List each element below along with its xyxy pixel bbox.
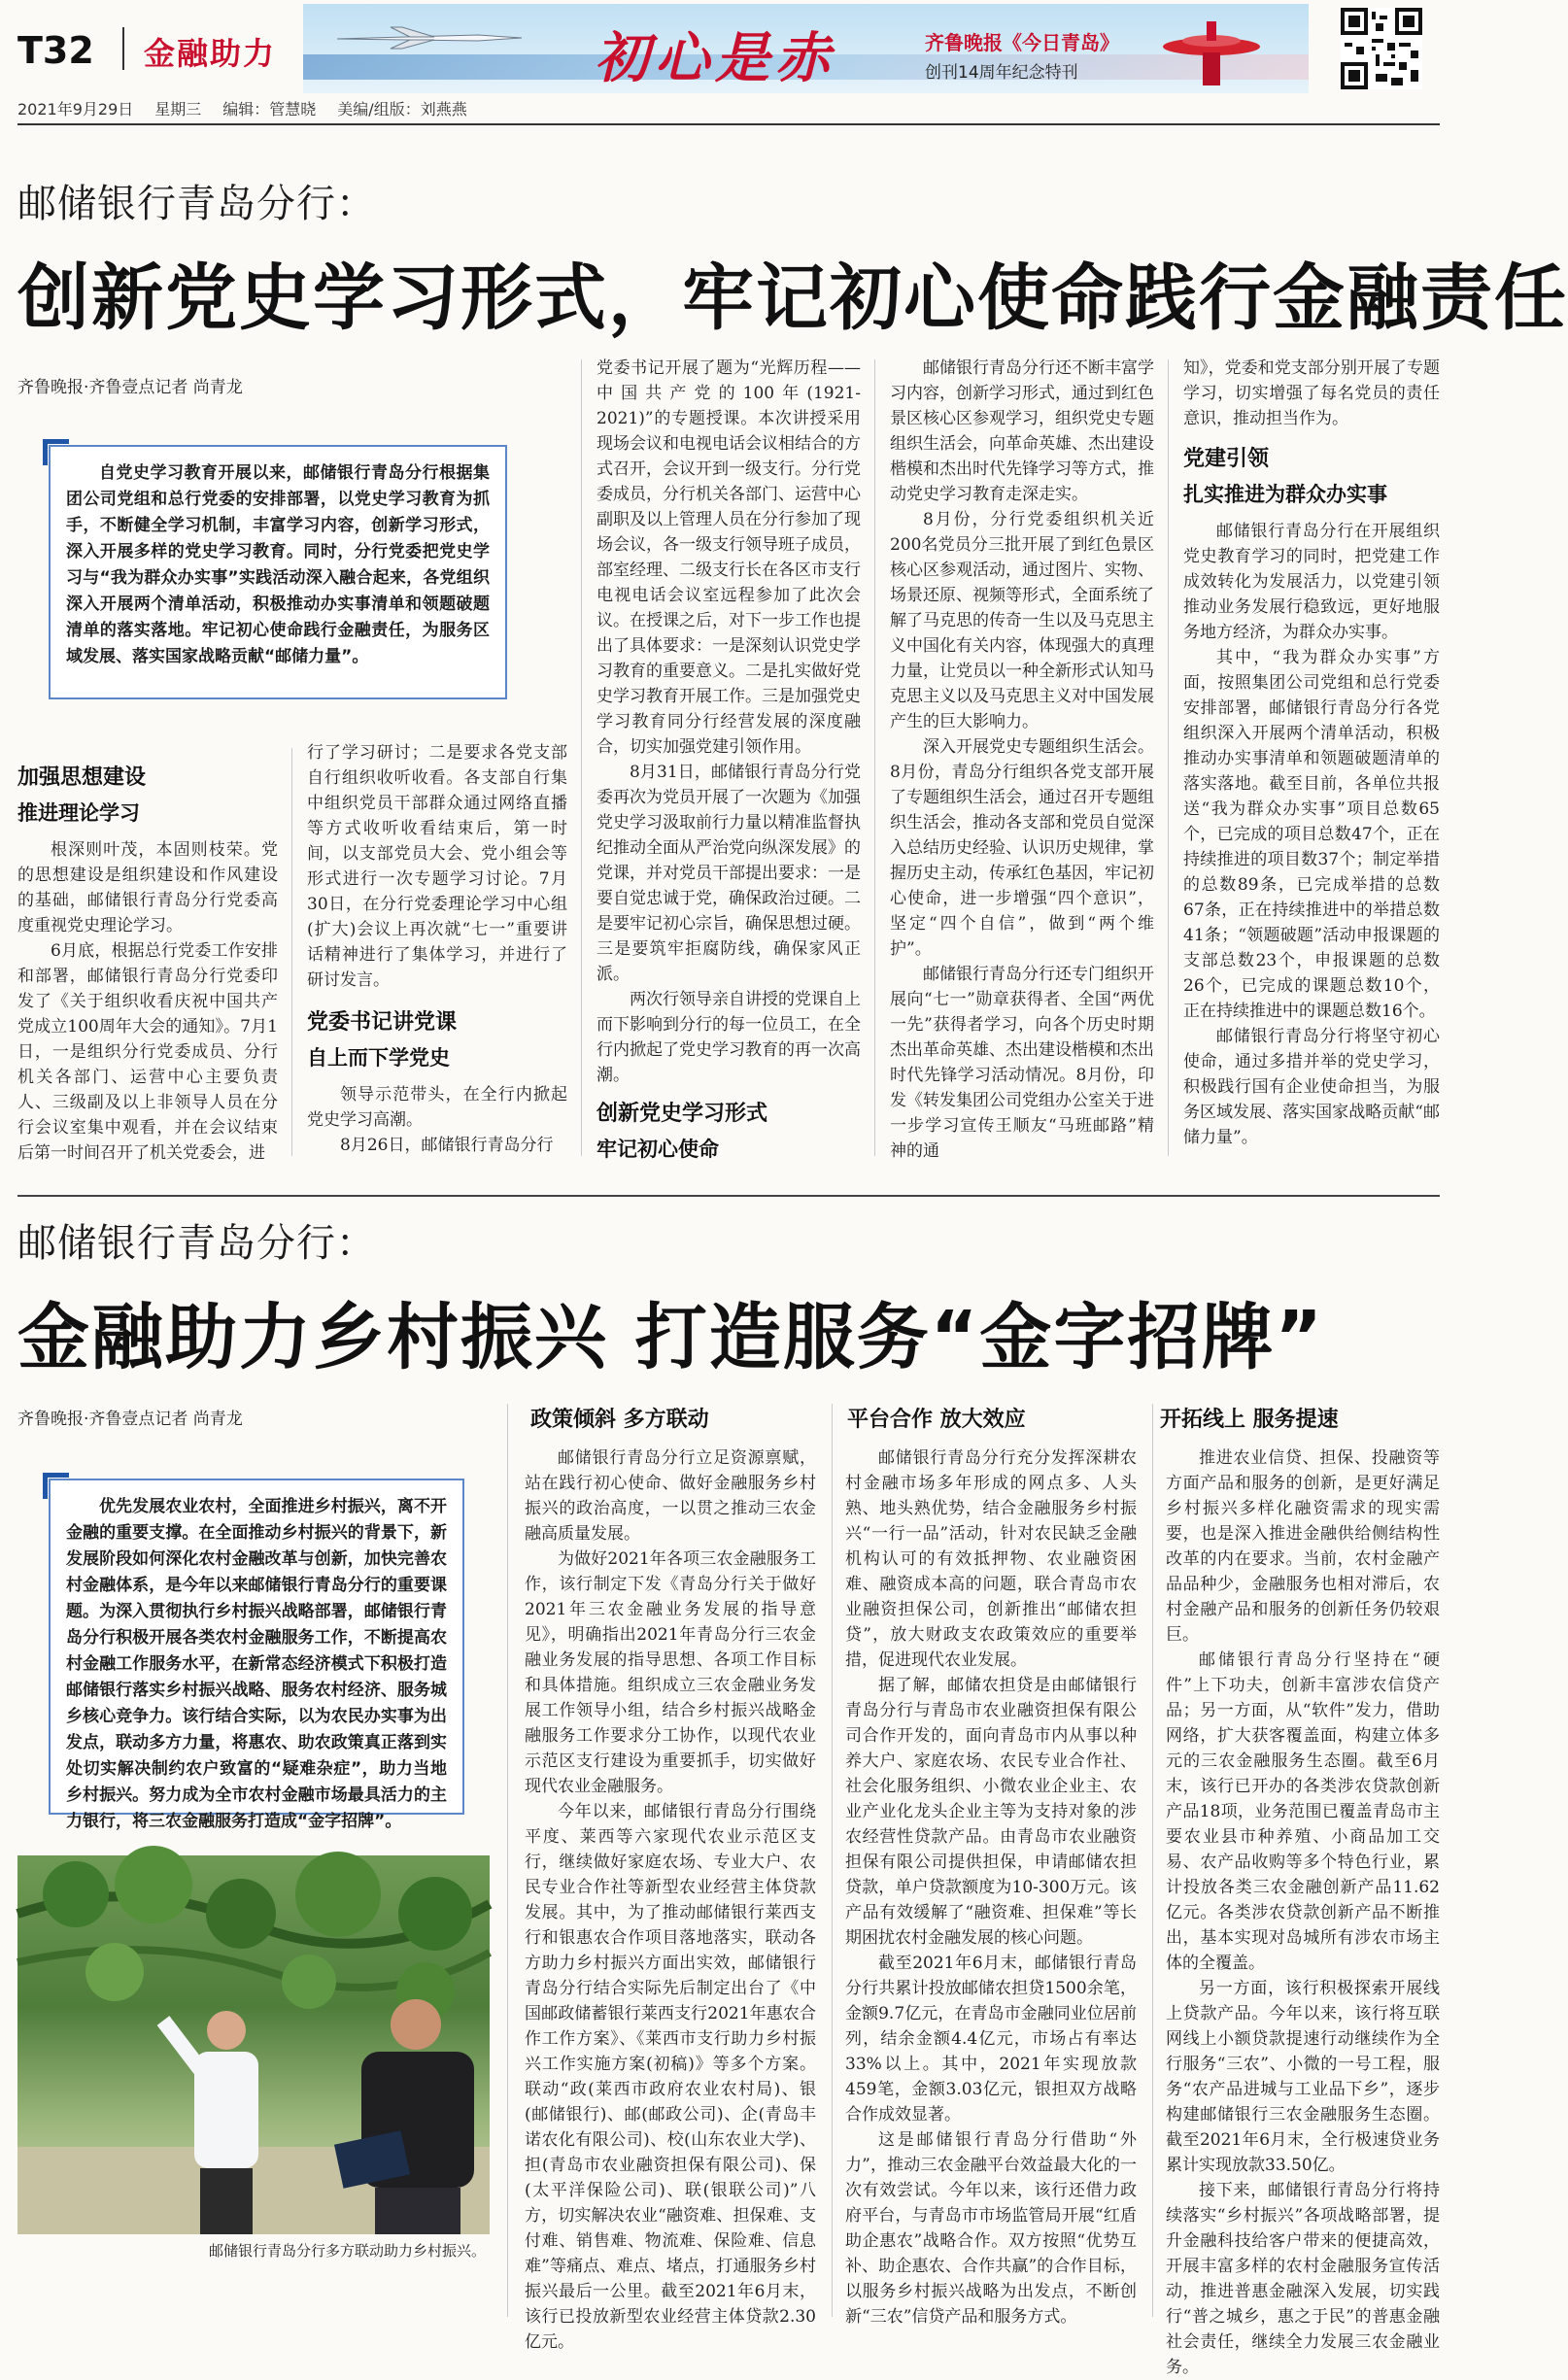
paragraph: 邮储银行青岛分行坚持在“硬件”上下功夫，创新丰富涉农信贷产品；另一方面，从“软件”发力，借助网络，扩大获客覆盖面，构建立体多元的三农金融服务生态圈。截至6月末，该行已开办的各类涉农贷款创新产品18项，业务范围已覆盖青岛市主要农业县市种养殖、小商品加工交易、农产品收购等多个特色行业，累计投放各类三农金融创新产品11.62亿元。各类涉农贷款创新产品不断推出，基本实现对岛城所有涉农市场主体的全覆盖。	[1166, 1650, 1440, 1973]
paragraph: 8月26日，邮储银行青岛分行	[340, 1136, 554, 1155]
article2-byline: 齐鲁晚报·齐鲁壹点记者 尚青龙	[17, 1410, 243, 1429]
article1-byline: 齐鲁晚报·齐鲁壹点记者 尚青龙	[17, 378, 243, 397]
article1-lead: 自党史学习教育开展以来，邮储银行青岛分行根据集团公司党组和总行党委的安排部署，以党史学习教育为抓手，不断健全学习机制，丰富学习内容，创新学习形式，深入开展多样的党史学习教育。同时，分行党委把党史学习与“我为群众办实事”实践活动深入融合起来，各党组织深入开展两个清单活动，积极推动办实事清单和领题破题清单的落实落地。牢记初心使命践行金融责任，为服务区域发展、落实国家战略贡献“邮储力量”。	[49, 445, 507, 699]
column-heading: 政策倾斜 多方联动	[530, 1408, 709, 1432]
section-title: 创新党史学习形式	[597, 1102, 768, 1126]
section-subtitle: 自上而下学党史	[307, 1046, 450, 1070]
paragraph: 接下来，邮储银行青岛分行将持续落实“乡村振兴”各项战略部署，提升金融科技给客户带来的便捷高效，开展丰富多样的农村金融服务宣传活动，推进普惠金融深入发展，切实践行“普之城乡，惠之于民”的普惠金融社会责任，继续全力发展三农金融业务。	[1166, 2181, 1440, 2377]
paragraph: 截至2021年6月末，邮储银行青岛分行共累计投放邮储农担贷1500余笔，金额9.7亿元，在青岛市金融同业位居前列，结余金额4.4亿元，市场占有率达33%以上。其中，2021年实现放款459笔，金额3.03亿元，银担双方战略合作成效显著。	[845, 1954, 1137, 2125]
column-divider	[1152, 1404, 1153, 2317]
paragraph: 今年以来，邮储银行青岛分行围绕平度、莱西等六家现代农业示范区支行，继续做好家庭农场、专业大户、农民专业合作社等新型农业经营主体贷款发展。其中，为了推动邮储银行莱西支行和银惠农合作项目落地落实，联动各方助力乡村振兴方面出实效，邮储银行青岛分行结合实际先后制定出台了《中国邮政储蓄银行莱西支行2021年惠农合作工作方案》、《莱西市支行助力乡村振兴工作实施方案(初稿)》等多个方案。联动“政(莱西市政府农业农村局)、银(邮储银行)、邮(邮政公司)、企(青岛丰诺农化有限公司)、校(山东农业大学)、担(青岛市农业融资担保有限公司)、保(太平洋保险公司)、联(银联公司)”八方，切实解决农业“融资难、担保难、支付难、销售难、物流难、保险难、信息难”等痛点、难点、堵点，打通服务乡村振兴最后一公里。截至2021年6月末，该行已投放新型农业经营主体贷款2.30亿元。	[525, 1802, 816, 2352]
banner-slogan: 初心是赤	[595, 26, 835, 90]
designer-credit: 美编/组版：刘燕燕	[337, 99, 467, 119]
qr-code	[1341, 8, 1422, 89]
article-separator	[17, 1195, 1440, 1197]
person-in-dark-shirt	[338, 1991, 484, 2234]
section-subtitle: 推进理论学习	[17, 801, 140, 825]
header-divider	[122, 27, 124, 70]
section-subtitle: 牢记初心使命	[597, 1138, 719, 1161]
paragraph: 行了学习研讨；二是要求各党支部自行组织收听收看。各支部自行集中组织党员干部群众通过网络直播等方式收听收看结束后，第一时间，以支部党员大会、党小组会等形式进行一次专题学习讨论。7月30日，在分行党委理论学习中心组(扩大)会议上再次就“七一”重要讲话精神进行了集体学习，并进行了研讨发言。	[307, 743, 567, 990]
article2-kicker: 邮储银行青岛分行：	[17, 1221, 376, 1266]
paragraph: 推进农业信贷、担保、投融资等方面产品和服务的创新，是更好满足乡村振兴多样化融资需求的现实需要，也是深入推进金融供给侧结构性改革的内在要求。当前，农村金融产品品种少，金融服务也相对滞后，农村金融产品和服务的创新任务仍较艰巨。	[1166, 1448, 1440, 1645]
section-name: 金融助力	[144, 35, 277, 72]
paragraph: 党委书记开展了题为“光辉历程——中国共产党的100年(1921-2021)”的专题授课。本次讲授采用现场会议和电视电话会议相结合的方式召开，会议开到一级支行。分行党委成员，分行机关各部门、运营中心副职及以上管理人员在分行参加了现场会议，各一级支行领导班子成员，部室经理、二级支行长在各区市支行电视电话会议室远程参加了此次会议。在授课之后，对下一步工作也提出了具体要求：一是深刻认识党史学习教育的重要意义。二是扎实做好党史学习教育开展工作。三是加强党史学习教育同分行经营发展的深度融合，切实加强党建引领作用。	[597, 358, 861, 757]
paragraph: 8月31日，邮储银行青岛分行党委再次为党员开展了一次题为《加强党史学习汲取前行力量以精准监督执纪推动全面从严治党向纵深发展》的党课，并对党员干部提出要求：一是要自觉忠诚于党，确保政治过硬。二是要牢记初心宗旨，确保思想过硬。三是要筑牢拒腐防线，确保家风正派。	[597, 763, 861, 984]
paragraph: 这是邮储银行青岛分行借助“外力”，推动三农金融平台效益最大化的一次有效尝试。今年以来，该行还借力政府平台，与青岛市市场监管局开展“红盾助企惠农”战略合作。双方按照“优势互补、助企惠农、合作共赢”的合作目标，以服务乡村振兴战略为出发点，不断创新“三农”信贷产品和服务方式。	[845, 2130, 1137, 2327]
column-divider	[832, 1404, 833, 2317]
article2-column-a	[525, 1445, 816, 2352]
column-heading: 开拓线上 服务提速	[1160, 1408, 1339, 1432]
photo-caption: 邮储银行青岛分行多方联动助力乡村振兴。	[208, 2242, 486, 2260]
article2-column-c	[1166, 1445, 1440, 2377]
anniversary-banner	[303, 4, 1309, 93]
paragraph: 根深则叶茂，本固则枝荣。党的思想建设是组织建设和作风建设的基础，邮储银行青岛分行党委高度重视党史理论学习。	[17, 840, 278, 935]
issue-date: 2021年9月29日	[17, 99, 134, 119]
article1-column-5	[1183, 356, 1440, 1168]
paragraph: 其中，“我为群众办实事”方面，按照集团公司党组和总行党委安排部署，邮储银行青岛分行各党组织深入开展两个清单活动，积极推动办实事清单和领题破题清单的落实落地。截至目前，各单位共报送“我为群众办实事”项目总数65个，已完成的项目总数47个，正在持续推进的项目数37个；制定举措的总数89条，已完成举措的总数67条，正在持续推进中的举措总数41条；“领题破题”活动申报课题的支部总数23个，申报课题的总数26个，已完成的课题总数10个，正在持续推进中的课题总数16个。	[1183, 648, 1440, 1021]
article1-column-1	[17, 756, 278, 1164]
article1-column-4	[890, 356, 1154, 1168]
article2-lead: 优先发展农业农村，全面推进乡村振兴，离不开金融的重要支撑。在全面推动乡村振兴的背景下，新发展阶段如何深化农村金融改革与创新，加快完善农村金融体系，是今年以来邮储银行青岛分行的重要课题。为深入贯彻执行乡村振兴战略部署，邮储银行青岛分行积极开展各类农村金融服务工作，不断提高农村金融工作服务水平，在新常态经济模式下积极打造邮储银行落实乡村振兴战略、服务农村经济、服务城乡核心竞争力。该行结合实际，以为农民办实事为出发点，联动多方力量，将惠农、助农政策真正落到实处切实解决制约农户致富的“疑难杂症”，助力当地乡村振兴。努力成为全市农村金融市场最具活力的主力银行，将三农金融服务打造成“金字招牌”。	[49, 1479, 464, 1815]
column-divider	[291, 748, 292, 1156]
column-divider	[1168, 359, 1169, 1156]
page-header	[0, 0, 1457, 97]
article1-kicker: 邮储银行青岛分行：	[17, 182, 376, 226]
issue-weekday: 星期三	[154, 99, 202, 119]
paragraph: 邮储银行青岛分行充分发挥深耕农村金融市场多年形成的网点多、人头熟、地头熟优势，结合金融服务乡村振兴“一行一品”活动，针对农民缺乏金融机构认可的有效抵押物、农业融资困难、融资成本高的问题，联合青岛市农业融资担保公司，创新推出“邮储农担贷”，放大财政支农政策效应的重要举措，促进现代农业发展。	[845, 1448, 1137, 1670]
article1-column-2	[307, 740, 567, 1168]
paragraph: 另一方面，该行积极探索开展线上贷款产品。今年以来，该行将互联网线上小额贷款提速行动继续作为全行服务“三农”、小微的一号工程，服务“农产品进城与工业品下乡”，逐步构建邮储银行三农金融服务生态圈。截至2021年6月末，全行极速贷业务累计实现放款33.50亿。	[1166, 1979, 1440, 2175]
paragraph: 邮储银行青岛分行在开展组织党史教育学习的同时，把党建工作成效转化为发展活力，以党建引领推动业务发展行稳致远，更好地服务地方经济，为群众办实事。	[1183, 522, 1440, 642]
person-in-white-shirt	[173, 2001, 280, 2234]
column-divider	[507, 1404, 508, 2317]
column-heading: 平台合作 放大效应	[847, 1408, 1026, 1432]
tower-icon	[1158, 17, 1265, 85]
column-divider	[581, 359, 582, 1156]
article1-column-3	[597, 356, 861, 1168]
paragraph: 为做好2021年各项三农金融服务工作，该行制定下发《青岛分行关于做好2021年三农金融业务发展的指导意见》，明确指出2021年青岛分行三农金融业务发展的指导思想、各项工作目标和具体措施。组织成立三农金融业务发展工作领导小组，结合乡村振兴战略金融服务工作要求分工协作，以现代农业示范区支行建设为重要抓手，切实做好现代农业金融服务。	[525, 1549, 816, 1796]
paragraph: 深入开展党史专题组织生活会。8月份，青岛分行组织各党支部开展了专题组织生活会，通过召开专题组织生活会，推动各支部和党员自觉深入总结历史经验、认识历史规律，掌握历史主动，传承红色基因，牢记初心使命，进一步增强“四个意识”，坚定“四个自信”，做到“两个维护”。	[890, 737, 1154, 959]
paragraph: 邮储银行青岛分行将坚守初心使命，通过多措并举的党史学习，积极践行国有企业使命担当，为服务区域发展、落实国家战略贡献“邮储力量”。	[1183, 1027, 1440, 1147]
paragraph: 6月底，根据总行党委工作安排和部署，邮储银行青岛分行党委印发了《关于组织收看庆祝中国共产党成立100周年大会的通知》。7月1日，一是组织分行党委成员、分行机关各部门、运营中心主要负责人、三级副及以上非领导人员在分行会议室集中观看，并在会议结束后第一时间召开了机关党委会，进	[17, 941, 278, 1163]
page-number: T32	[17, 29, 94, 72]
paragraph: 邮储银行青岛分行立足资源禀赋，站在践行初心使命、做好金融服务乡村振兴的政治高度，一以贯之推动三农金融高质量发展。	[525, 1448, 816, 1544]
issue-meta	[17, 93, 1440, 122]
section-title: 党建引领	[1183, 447, 1270, 471]
article2-headline: 金融助力乡村振兴 打造服务“金字招牌”	[17, 1296, 1325, 1379]
airplane-icon	[332, 25, 527, 51]
section-subtitle: 扎实推进为群众办实事	[1183, 483, 1387, 506]
section-title: 加强思想建设	[17, 765, 147, 790]
vineyard-photo	[17, 1855, 490, 2234]
paper-name: 齐鲁晚报《今日青岛》	[925, 31, 1119, 54]
article1-headline: 创新党史学习形式，牢记初心使命践行金融责任	[17, 256, 1568, 340]
paragraph: 领导示范带头，在全行内掀起党史学习高潮。	[307, 1085, 567, 1130]
paragraph: 邮储银行青岛分行还专门组织开展向“七一”勋章获得者、全国“两优一先”获得者学习，向各个历史时期杰出革命英雄、杰出建设楷模和杰出时代先锋学习活动情况。8月份，印发《转发集团公司党组办公室关于进一步学习宣传王顺友“马班邮路”精神的通	[890, 965, 1154, 1161]
anniversary-text: 创刊14周年纪念特刊	[925, 63, 1078, 83]
column-divider	[874, 359, 875, 1156]
paragraph: 邮储银行青岛分行还不断丰富学习内容，创新学习形式，通过到红色景区核心区参观学习，组织党史专题组织生活会，向革命英雄、杰出建设楷模和杰出时代先锋学习等方式，推动党史学习教育走深走实。	[890, 358, 1154, 504]
paragraph: 两次行领导亲自讲授的党课自上而下影响到分行的每一位员工，在全行内掀起了党史学习教育的再一次高潮。	[597, 990, 861, 1085]
paragraph: 据了解，邮储农担贷是由邮储银行青岛分行与青岛市农业融资担保有限公司合作开发的，面向青岛市内从事以种养大户、家庭农场、农民专业合作社、社会化服务组织、小微农业企业主、农业产业化龙头企业主等为支持对象的涉农经营性贷款产品。由青岛市农业融资担保有限公司提供担保，申请邮储农担贷款，单户贷款额度为10-300万元。该产品有效缓解了“融资难、担保难”等长期困扰农村金融发展的核心问题。	[845, 1676, 1137, 1948]
section-title: 党委书记讲党课	[307, 1010, 458, 1035]
header-rule	[17, 123, 1440, 125]
paragraph: 8月份，分行党委组织机关近200名党员分三批开展了到红色景区核心区参观活动，通过图片、实物、场景还原、视频等形式，全面系统了解了马克思的传奇一生以及马克思主义中国化有关内容，体现强大的真理力量，让党员以一种全新形式认知马克思主义以及马克思主义对中国发展产生的巨大影响力。	[890, 510, 1154, 731]
article2-column-b	[845, 1445, 1137, 2326]
paragraph: 知》，党委和党支部分别开展了专题学习，切实增强了每名党员的责任意识，推动担当作为。	[1183, 358, 1440, 428]
editor-credit: 编辑：管慧晓	[222, 99, 317, 119]
